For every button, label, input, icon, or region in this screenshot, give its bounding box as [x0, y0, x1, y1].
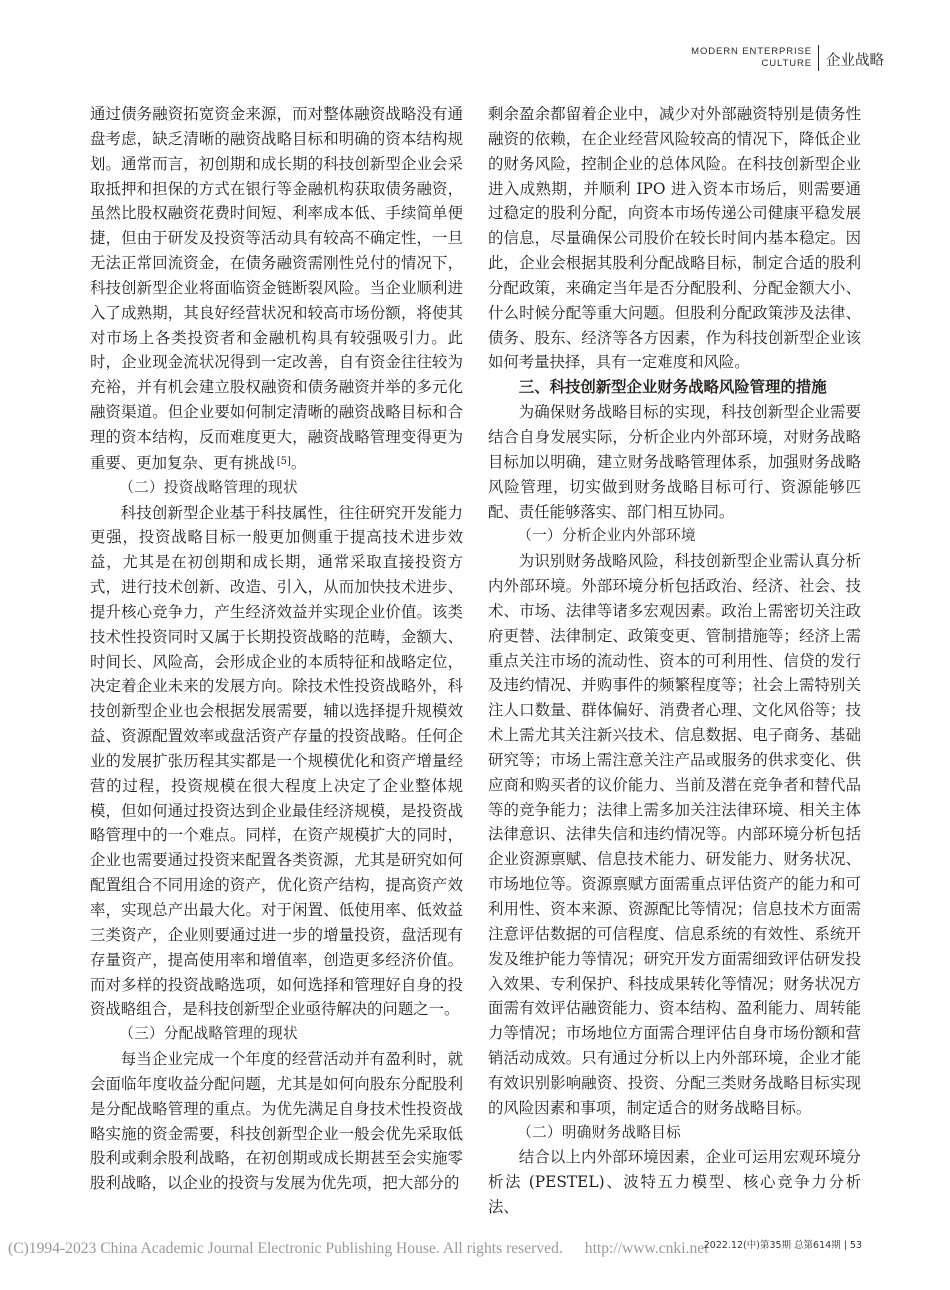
subheading-distribution-strategy: （三）分配战略管理的现状: [119, 1025, 298, 1043]
page-footer: [704, 1237, 862, 1251]
paragraph: 科技创新型企业基于科技属性，往往研究开发能力更强，投资战略目标一般更加侧重于提高技术进步效益，尤其是在初创期和成长期，通常采取直接投资方式，进行技术创新、改造、引入，从而加快技术进步、提升核心竞争力，产生经济效益并实现企业价值。该类技术性投资同时又属于长期投资战略的范畴，金额大、时间长、风险高，会形成企业的本质特征和战略定位，决定着企业未来的发展方向。除技术性投资战略外，科技创新型企业也会根据发展需要，辅以选择提升规模效益、资源配置效率或盘活资产存量的投资战略。任何企业的发展扩张历程其实都是一个规模优化和资产增量经营的过程，投资规模在很大程度上决定了企业整体规模，但如何通过投资达到企业最佳经济规模，是投资战略管理中的一个难点。同样，在资产规模扩大的同时，企业也需要通过投资来配置各类资源，尤其是研究如何配置组合不同用途的资产，优化资产结构，提高资产效率，实现总产出最大化。对于闲置、低使用率、低效益三类资产，企业则要通过进一步的增量投资，盘活现有存量资产，提高使用率和增值率，创造更多经济价值。而对多样的投资战略选项，如何选择和管理好自身的投资战略组合，是科技创新型企业亟待解决的问题之一。: [90, 503, 463, 1019]
journal-name-en-line2: CULTURE: [761, 58, 812, 69]
copyright-watermark: [8, 1240, 709, 1258]
paragraph: 每当企业完成一个年度的经营活动并有盈利时，就会面临年度收益分配问题，尤其是如何向股东分配股利是分配战略管理的重点。为优先满足自身技术性投资战略实施的资金需要，科技创新型企业一般会优先采取低股利或剩余股利战略，在初创期或成长期甚至会实施零股利战略，以企业的投资与发展为优先项，把大部分的: [90, 1050, 463, 1193]
paragraph: 剩余盈余都留着企业中，减少对外部融资特别是债务性融资的依赖，在企业经营风险较高的情况下，降低企业的财务风险，控制企业的总体风险。在科技创新型企业进入成熟期，并顺利 IPO 进入资本市场后，则需要通过稳定的股利分配，向资本市场传递公司健康平稳发展的信息，尽量确保公司股价在较长时间内基本稳定。因此，企业会根据其股利分配战略目标，制定合适的股利分配政策，来确定当年是否分配股利、分配金额大小、什么时候分配等重大问题。但股利分配政策涉及法律、债务、股东、经济等各方因素，作为科技创新型企业该如何考量抉择，具有一定难度和风险。: [488, 105, 861, 372]
subheading-strategy-goals: （二）明确财务战略目标: [517, 1123, 682, 1141]
watermark-text: (C)1994-2023 China Academic Journal Electronic Publishing House. All rights reserved.: [8, 1240, 563, 1257]
paragraph-text: 通过债务融资拓宽资金来源，而对整体融资战略没有通盘考虑，缺乏清晰的融资战略目标和明确的资本结构规划。通常而言，初创期和成长期的科技创新型企业会采取抵押和担保的方式在银行等金融机构获取债务融资，虽然比股权融资花费时间短、利率成本低、手续简单便捷，但由于研发及投资等活动具有较高不确定性，一旦无法正常回流资金，在债务融资需刚性兑付的情况下，科技创新型企业将面临资金链断裂风险。当企业顺利进入了成熟期，其良好经营状况和较高市场份额，将使其对市场上各类投资者和金融机构具有较强吸引力。此时，企业现金流状况得到一定改善，自有资金往往较为充裕，并有机会建立股权融资和债务融资并举的多元化融资渠道。但企业要如何制定清晰的融资战略目标和合理的资本结构，反而难度更大，融资战略管理变得更为重要、更加复杂、更有挑战: [90, 105, 463, 472]
paragraph: [90, 102, 463, 476]
subheading-investment-strategy: （二）投资战略管理的现状: [119, 478, 298, 496]
left-column: [90, 102, 463, 1196]
paragraph: 为确保财务战略目标的实现，科技创新型企业需要结合自身发展实际，分析企业内外部环境，对财务战略目标加以明确，建立财务战略管理体系，加强财务战略风险管理，切实做到财务战略目标可行、资源能够匹配、责任能够落实、部门相互协同。: [488, 403, 861, 521]
subheading-environment-analysis: （一）分析企业内外部环境: [517, 527, 696, 545]
paragraph: 为识别财务战略风险，科技创新型企业需认真分析内外部环境。外部环境分析包括政治、经济、社会、技术、市场、法律等诸多宏观因素。政治上需密切关注政府更替、法律制定、政策变更、管制措施等；经济上需重点关注市场的流动性、资本的可利用性、信贷的发行及违约情况、并购事件的频繁程度等；社会上需特别关注人口数量、群体偏好、消费者心理、文化风俗等；技术上需尤其关注新兴技术、信息数据、电子商务、基础研究等；市场上需注意关注产品或服务的供求变化、供应商和购买者的议价能力、当前及潜在竞争者和替代品等的竞争能力；法律上需多加关注法律环境、相关主体法律意识、法律失信和违约情况等。内部环境分析包括企业资源禀赋、信息技术能力、研发能力、财务状况、市场地位等。资源禀赋方面需重点评估资产的能力和可利用性、资本来源、资源配比等情况；信息技术方面需注意评估数据的可信程度、信息系统的有效性、系统开发及维护能力等情况；研究开发方面需细致评估研发投入效果、专利保护、科技成果转化等情况；财务状况方面需有效评估融资能力、资本结构、盈利能力、周转能力等情况；市场地位方面需合理评估自身市场份额和营销活动成效。只有通过分析以上内外部环境，企业才能有效识别影响融资、投资、分配三类财务战略目标实现的风险因素和事项，制定适合的财务战略目标。: [488, 552, 861, 1117]
paragraph-tail: 。: [290, 453, 307, 472]
right-column: [488, 102, 861, 1220]
journal-name-en-line1: MODERN ENTERPRISE: [691, 46, 812, 57]
section-title: 企业战略: [826, 53, 884, 69]
watermark-url: http://www.cnki.net: [584, 1240, 709, 1257]
footer-separator: |: [843, 1240, 847, 1251]
section-heading: 三、科技创新型企业财务战略风险管理的措施: [518, 378, 827, 397]
issue-info: 2022.12(中)第35期 总第614期: [703, 1240, 841, 1251]
page-number: 53: [849, 1240, 862, 1251]
paragraph: 结合以上内外部环境因素，企业可运用宏观环境分析法 (PESTEL)、波特五力模型、核心竞争力分析法、: [488, 1148, 861, 1217]
header-divider: [818, 45, 819, 71]
citation: [5]: [276, 455, 291, 467]
